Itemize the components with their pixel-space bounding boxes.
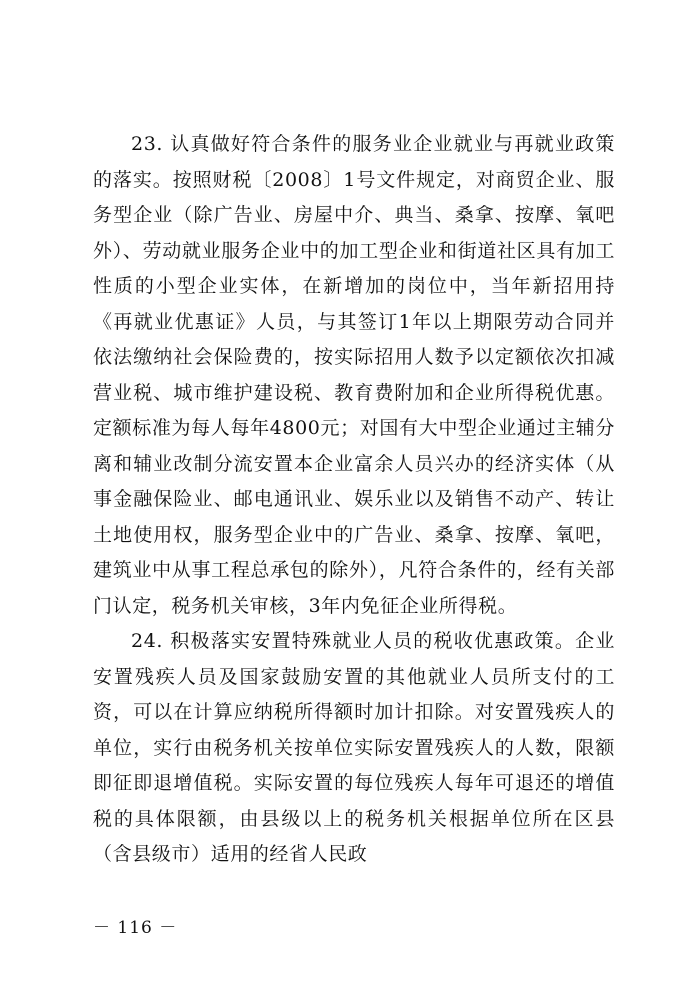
document-body [93,127,615,873]
paragraph-24: 24. 积极落实安置特殊就业人员的税收优惠政策。企业安置残疾人员及国家鼓励安置的其他就业人员所支付的工资，可以在计算应纳税所得额时加计扣除。对安置残疾人的单位，实行由税务机关按单位实际安置残疾人的人数，限额即征即退增值税。实际安置的每位残疾人每年可退还的增值税的具体限额，由县级以上的税务机关根据单位所在区县（含县级市）适用的经省人民政 [93,630,615,865]
page-number: － 116 － [93,918,178,938]
paragraph-23: 23. 认真做好符合条件的服务业企业就业与再就业政策的落实。按照财税〔2008〕1号文件规定，对商贸企业、服务型企业（除广告业、房屋中介、典当、桑拿、按摩、氧吧外）、劳动就业服务企业中的加工型企业和街道社区具有加工性质的小型企业实体，在新增加的岗位中，当年新招用持《再就业优惠证》人员，与其签订1年以上期限劳动合同并依法缴纳社会保险费的，按实际招用人数予以定额依次扣减营业税、城市维护建设税、教育费附加和企业所得税优惠。定额标准为每人每年4800元；对国有大中型企业通过主辅分离和辅业改制分流安置本企业富余人员兴办的经济实体（从事金融保险业、邮电通讯业、娱乐业以及销售不动产、转让土地使用权，服务型企业中的广告业、桑拿、按摩、氧吧，建筑业中从事工程总承包的除外），凡符合条件的，经有关部门认定，税务机关审核，3年内免征企业所得税。 [93,133,615,617]
